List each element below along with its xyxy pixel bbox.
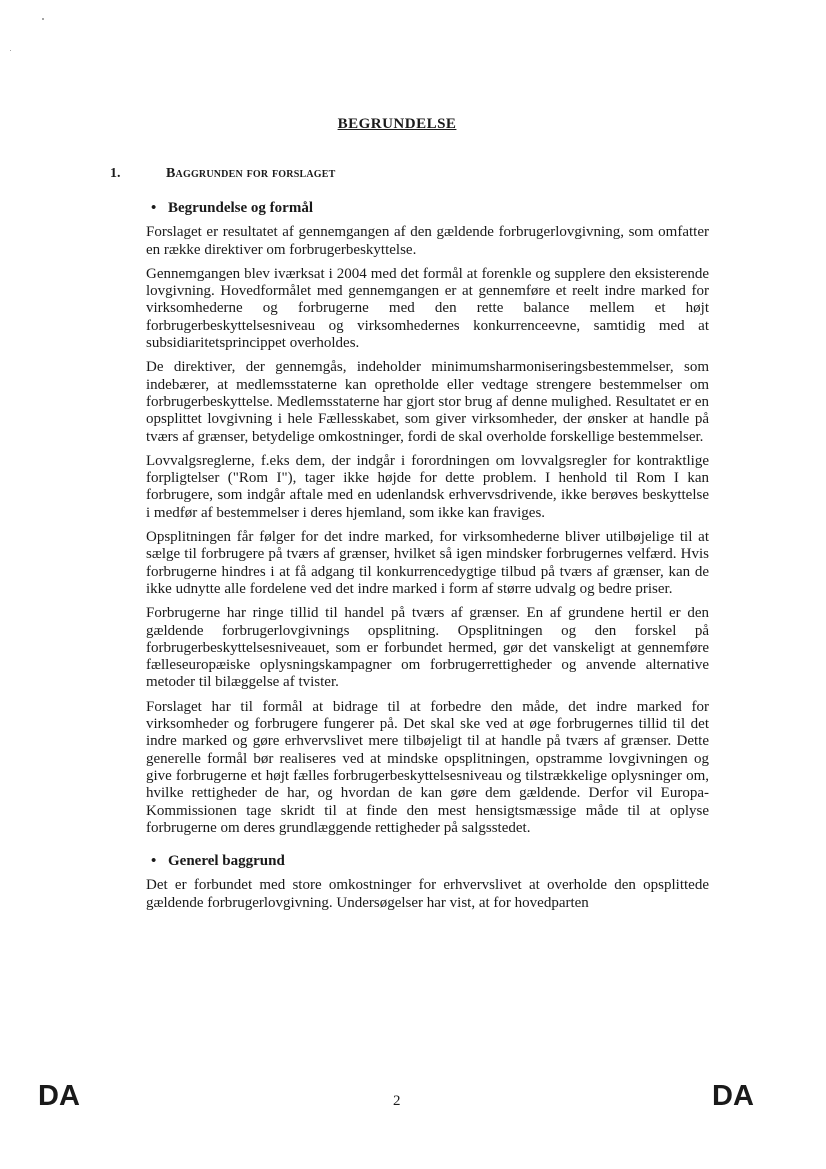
paragraph: Forslaget har til formål at bidrage til at forbedre den måde, det indre marked for virksomheder og forbrugere fungerer på. Det skal ske ved at øge forbrugernes tillid til det indre marked og gøre erhvervslivet mere tilbøjeligt til at handle på tværs af grænser. Dette generelle formål bør realiseres ved at mindske opsplitningen, opstramme lovgivningen og give forbrugerne et højt fælles forbrugerbeskyttelsesniveau og tilstrækkelige oplysninger om, hvilke rettigheder de har, og hvordan de kan gøre dem gældende. Derfor vil Europa-Kommissionen tage skridt til at finde den mest hensigtsmæssige måde til at oplyse forbrugerne om deres grundlæggende rettigheder på salgsstedet.	[146, 698, 709, 836]
paragraph: Forbrugerne har ringe tillid til handel på tværs af grænser. En af grundene hertil er den gældende forbrugerlovgivnings opsplitning. Opsplitningen og den forskel på forbrugerbeskyttelsesniveauet, som er forbundet hermed, gør det vanskeligt at gennemføre fælleseuropæiske oplysningskampagner om forbrugerrettigheder og anvende alternative metoder til bilæggelse af tvister.	[146, 605, 709, 691]
document-title: BEGRUNDELSE	[337, 116, 457, 132]
page-number: 2	[393, 1093, 401, 1109]
bullet-icon: •	[151, 853, 157, 870]
section-number: 1.	[110, 166, 121, 181]
paragraph: Gennemgangen blev iværksat i 2004 med det formål at forenkle og supplere den eksisterende lovgivning. Hovedformålet med gennemgangen er at gennemføre et reelt indre marked for virksomhederne og forbrugerne med den rette balance mellem et højt forbrugerbeskyttelsesniveau og virksomhedernes konkurrenceevne, samtidig med at subsidiaritetsprincippet overholdes.	[146, 265, 709, 352]
subsection-heading-begrundelse	[151, 200, 709, 217]
subsection-heading-text: Generel baggrund	[168, 853, 285, 870]
paragraph: Forslaget er resultatet af gennemgangen af den gældende forbrugerlovgivning, som omfatter en række direktiver om forbrugerbeskyttelse.	[146, 224, 709, 258]
document-body	[146, 200, 709, 919]
scan-artifact	[42, 18, 44, 20]
paragraph: Det er forbundet med store omkostninger for erhvervslivet at overholde den opsplittede gældende forbrugerlovgivning. Undersøgelser har vist, at for hovedparten	[146, 877, 709, 911]
paragraph: De direktiver, der gennemgås, indeholder minimumsharmoniseringsbestemmelser, som indebærer, at medlemsstaterne kan opretholde eller vedtage strengere bestemmelser om forbrugerbeskyttelse. Medlemsstaterne har gjort stor brug af denne mulighed. Resultatet er en opsplittet lovgivning i hele Fællesskabet, som giver virksomheder, der ønsker at handle på tværs af grænser, betydelige omkostninger, fordi de skal overholde forskellige bestemmelser.	[146, 359, 709, 445]
language-code-right: DA	[712, 1080, 754, 1112]
section-heading	[110, 166, 335, 182]
bullet-icon: •	[151, 200, 157, 216]
subsection-heading-generel-baggrund	[151, 853, 709, 870]
paragraph: Opsplitningen får følger for det indre marked, for virksomhederne bliver utilbøjelige til at sælge til forbrugere på tværs af grænser, hvilket så igen mindsker forbrugernes velfærd. Hvis forbrugerne hindres i at få adgang til konkurrencedygtige tilbud på tværs af grænser, kan de ikke udnytte alle fordelene ved det indre marked i form af større udvalg og bedre priser.	[146, 529, 709, 597]
subsection-heading-text: Begrundelse og formål	[168, 200, 313, 216]
section-title: Baggrunden for forslaget	[166, 166, 336, 181]
paragraph: Lovvalgsreglerne, f.eks dem, der indgår i forordningen om lovvalgsregler for kontraktlige forpligtelser ("Rom I"), tager ikke højde for dette problem. I henhold til Rom I kan forbrugere, som indgår aftale med en udenlandsk erhvervsdrivende, ikke berøves beskyttelse i medfør af bestemmelser i deres hjemland, som ikke kan fraviges.	[146, 452, 709, 521]
language-code-left: DA	[38, 1080, 80, 1112]
scan-artifact	[10, 50, 11, 51]
